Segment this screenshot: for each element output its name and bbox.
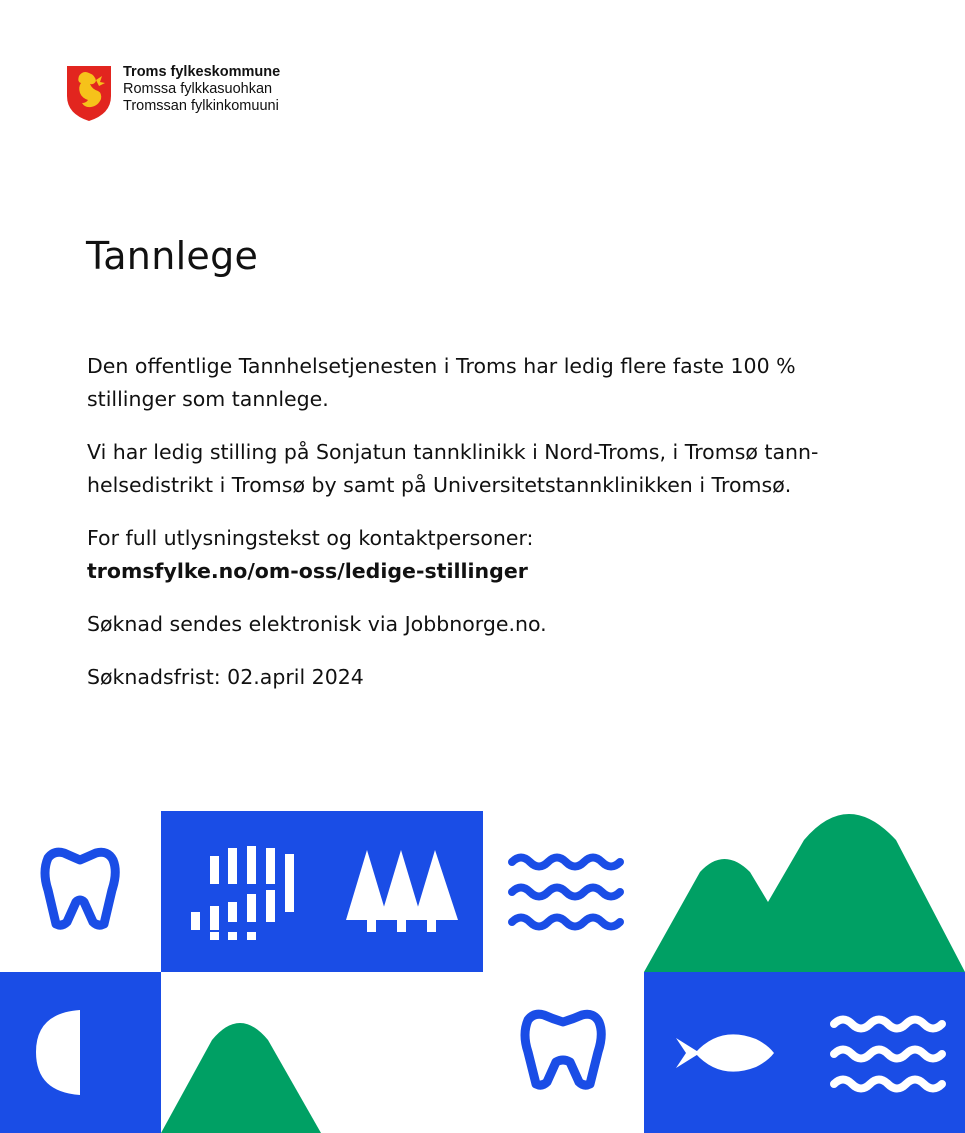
paragraph-more-info [87, 522, 907, 588]
org-name-sami: Romssa fylkkasuohkan [123, 81, 273, 97]
intro-line-2: stillinger som tannlege. [87, 387, 329, 411]
waves-icon [512, 858, 620, 927]
more-info-label: For full utlysningstekst og kontaktpersoner: [87, 526, 534, 550]
job-description [87, 350, 907, 714]
half-moon-panel [0, 972, 161, 1133]
paragraph-application: Søknad sendes elektronisk via Jobbnorge.no. [87, 612, 547, 636]
organization-names [123, 64, 280, 115]
paragraph-locations [87, 436, 907, 502]
org-name-norwegian: Troms fylkeskommune [123, 64, 281, 80]
tooth-icon [45, 852, 115, 925]
paragraph-intro [87, 350, 907, 416]
org-name-kven: Tromssan fylkinkomuuni [123, 98, 279, 114]
header [66, 64, 280, 122]
page-title: Tannlege [86, 234, 259, 278]
hill-icon [161, 1023, 321, 1133]
coat-of-arms-icon [66, 64, 112, 122]
paragraph-deadline: Søknadsfrist: 02.april 2024 [87, 665, 364, 689]
intro-line-1: Den offentlige Tannhelsetjenesten i Troms har ledig flere faste 100 % [87, 354, 796, 378]
decorative-graphics [0, 810, 965, 1133]
tooth-icon [525, 1014, 601, 1085]
locations-line-1: Vi har ledig stilling på Sonjatun tannklinikk i Nord-Troms, i Tromsø tann- [87, 440, 819, 464]
locations-line-2: helsedistrikt i Tromsø by samt på Universitetstannklinikken i Tromsø. [87, 473, 792, 497]
job-listing-url[interactable]: tromsfylke.no/om-oss/ledige-stillinger [87, 559, 528, 583]
mountains-icon [644, 814, 965, 972]
